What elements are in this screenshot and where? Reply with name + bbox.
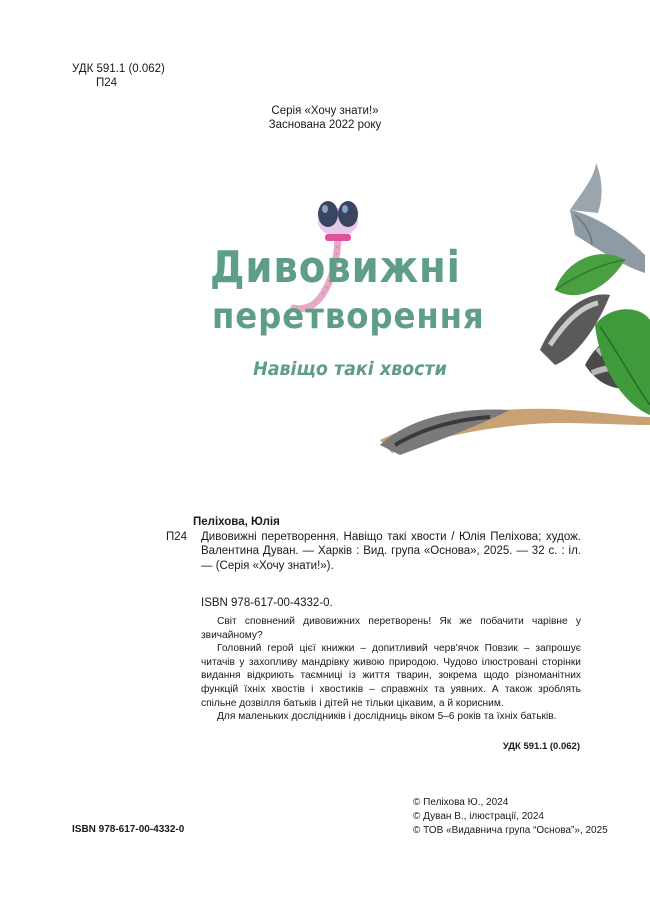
isbn-footer: ISBN 978-617-00-4332-0 bbox=[72, 824, 185, 835]
author-heading: Пеліхова, Юлія bbox=[193, 516, 280, 528]
author-mark: П24 bbox=[96, 77, 118, 89]
book-title-line2: перетворення bbox=[212, 296, 485, 337]
annotation-paragraph: Світ сповнений дивовижних перетворень! Як же побачити чарівне у звичайному? bbox=[201, 616, 581, 641]
udc-header bbox=[72, 62, 165, 90]
copyright-line: © ТОВ «Видавнича група “Основа”», 2025 bbox=[413, 825, 608, 837]
series-name: Серія «Хочу знати!» bbox=[271, 105, 379, 117]
book-subtitle: Навіщо такі хвости bbox=[253, 358, 447, 380]
copyright-line: © Пеліхова Ю., 2024 bbox=[413, 797, 509, 808]
copyright-line: © Дуван В., ілюстрації, 2024 bbox=[413, 811, 544, 823]
annotation-paragraph: Головний герой цієї книжки – допитливий черв'ячок Повзик – запрошує читачів у захопливу мандрівку живою природою. Чудово ілюстровані сторінки видання відкриють таємниці із життя тварин, зокрема щодо різноманітних функцій їхніх хвостів і хвостиків – справжніх та уявних. А також зроблять спільне дозвілля батьків і дітей не тільки цікавим, а й корисним. bbox=[201, 643, 581, 709]
isbn-record: ISBN 978-617-00-4332-0. bbox=[201, 597, 333, 609]
author-mark-code: П24 bbox=[166, 531, 188, 543]
annotation-paragraph: Для маленьких дослідників і дослідниць віком 5–6 років та їхніх батьків. bbox=[217, 711, 557, 723]
animal-illustration bbox=[370, 155, 650, 485]
annotation bbox=[201, 615, 581, 724]
udc-code: УДК 591.1 (0.062) bbox=[72, 63, 165, 75]
copyright-block bbox=[413, 796, 608, 839]
series-info bbox=[0, 104, 650, 132]
udc-footer-code: УДК 591.1 (0.062) bbox=[502, 741, 580, 752]
book-title-line1: Дивовижні bbox=[210, 242, 461, 293]
bibliographic-description: Дивовижні перетворення. Навіщо такі хвости / Юлія Пеліхова; худож. Валентина Дуван. — Харків : Вид. група «Основа», 2025. — 32 с. : іл. — (Серія «Хочу знати!»). bbox=[201, 531, 581, 572]
series-founded: Заснована 2022 року bbox=[268, 119, 382, 131]
